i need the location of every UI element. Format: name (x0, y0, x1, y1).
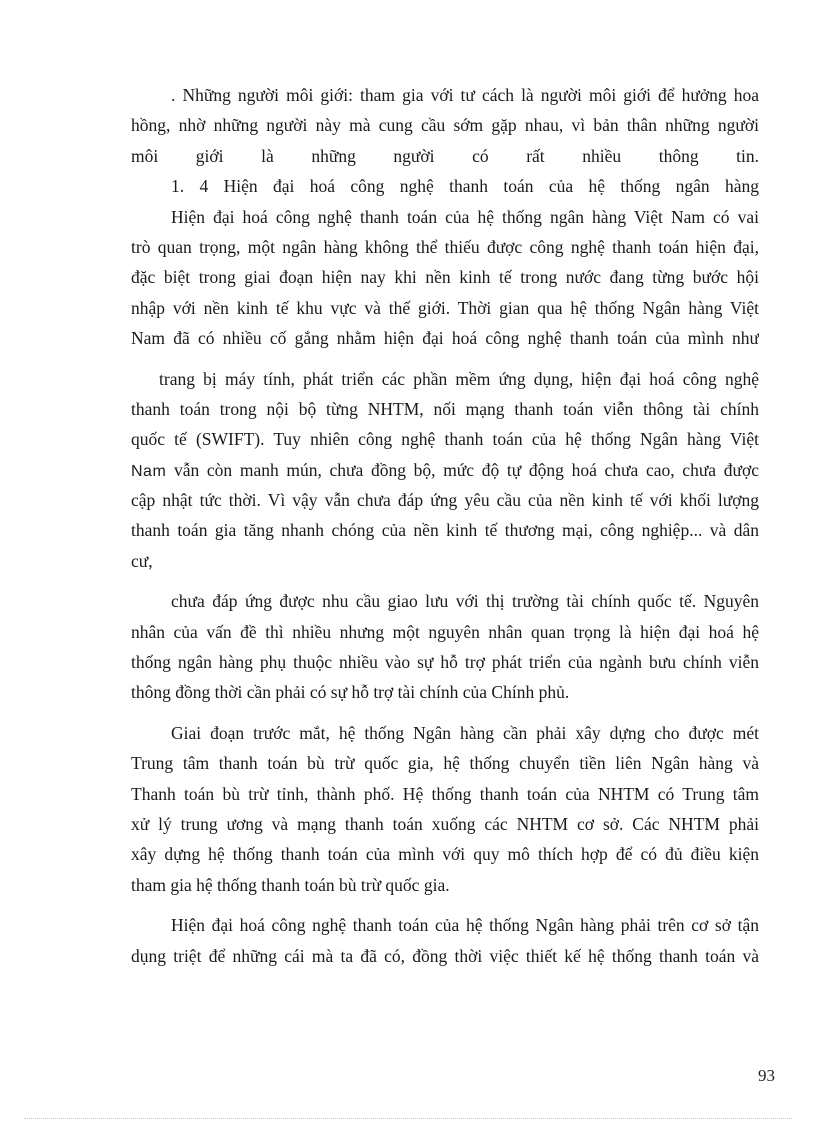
text-line: Giai đoạn trước mắt, hệ thống Ngân hàng cần phải xây dựng cho được mét (171, 722, 759, 743)
text-line: nhập với nền kinh tế khu vực và thế giới. Thời gian qua hệ thống Ngân hàng Việt (131, 297, 759, 318)
text-line: Thanh toán bù trừ tỉnh, thành phố. Hệ thống thanh toán của NHTM có Trung tâm (131, 783, 759, 804)
text-line: cập nhật tức thời. Vì vậy vẫn chưa đáp ứng yêu cầu của nền kinh tế với khối lượng (131, 490, 759, 511)
paragraph-gap (131, 354, 759, 364)
paragraph-gap (131, 576, 759, 586)
page-number: 93 (758, 1066, 775, 1085)
text-line: thanh toán gia tăng nhanh chóng của nền kinh tế thương mại, công nghiệp... và dân (131, 520, 759, 541)
paragraph-gap (131, 900, 759, 910)
text-line: Trung tâm thanh toán bù trừ quốc gia, hệ thống chuyển tiền liên Ngân hàng và (131, 753, 759, 774)
text-line: cư, (131, 550, 153, 571)
text-line: hồng, nhờ những người này mà cung cầu sớm gặp nhau, vì bản thân những người (131, 115, 759, 136)
text-line: . Những người môi giới: tham gia với tư cách là người môi giới để hưởng hoa (171, 85, 759, 105)
text-line: thanh toán trong nội bộ từng NHTM, nối mạng thanh toán viễn thông tài chính (131, 398, 759, 419)
text-line: trò quan trọng, một ngân hàng không thể thiếu được công nghệ thanh toán hiện đại, (131, 236, 759, 257)
text-line: môi giới là những người có rất nhiều thông tin. (131, 145, 759, 166)
paragraph-gap (131, 708, 759, 718)
text-line: trang bị máy tính, phát triển các phần mềm ứng dụng, hiện đại hoá công nghệ (159, 368, 759, 389)
text-line: dụng triệt để những cái mà ta đã có, đồng thời việc thiết kế hệ thống thanh toán và (131, 945, 759, 966)
footer-divider (24, 1118, 792, 1119)
text-line: nhân của vấn đề thì nhiều nhưng một nguyên nhân quan trọng là hiện đại hoá hệ (131, 621, 759, 642)
text-line: chưa đáp ứng được nhu cầu giao lưu với thị trường tài chính quốc tế. Nguyên (171, 591, 759, 612)
text-run: vẫn còn manh mún, chưa đồng bộ, mức độ tự động hoá chưa cao, chưa được (166, 459, 759, 480)
text-line: xây dựng hệ thống thanh toán của mình với quy mô thích hợp để có đủ điều kiện (131, 844, 759, 865)
text-line: xử lý trung ương và mạng thanh toán xuống các NHTM cơ sở. Các NHTM phải (131, 813, 759, 834)
body-text (131, 80, 759, 971)
text-line: Hiện đại hoá công nghệ thanh toán của hệ thống ngân hàng Việt Nam có vai (171, 206, 759, 227)
section-heading: 1. 4 Hiện đại hoá công nghệ thanh toán của hệ thống ngân hàng (171, 176, 759, 197)
text-line: thống ngân hàng phụ thuộc nhiều vào sự hỗ trợ phát triển của ngành bưu chính viễn (131, 652, 759, 673)
text-line: Hiện đại hoá công nghệ thanh toán của hệ thống Ngân hàng phải trên cơ sở tận (171, 915, 759, 936)
inline-word: Nam (131, 462, 167, 480)
text-line: đặc biệt trong giai đoạn hiện nay khi nền kinh tế trong nước đang từng bước hội (131, 267, 759, 288)
text-line: quốc tế (SWIFT). Tuy nhiên công nghệ thanh toán của hệ thống Ngân hàng Việt (131, 429, 759, 450)
text-line (131, 455, 759, 485)
text-line: thông đồng thời cần phải có sự hỗ trợ tài chính của Chính phủ. (131, 682, 570, 703)
text-line: tham gia hệ thống thanh toán bù trừ quốc gia. (131, 874, 450, 895)
text-line: Nam đã có nhiều cố gắng nhằm hiện đại hoá công nghệ thanh toán của mình như (131, 328, 759, 349)
